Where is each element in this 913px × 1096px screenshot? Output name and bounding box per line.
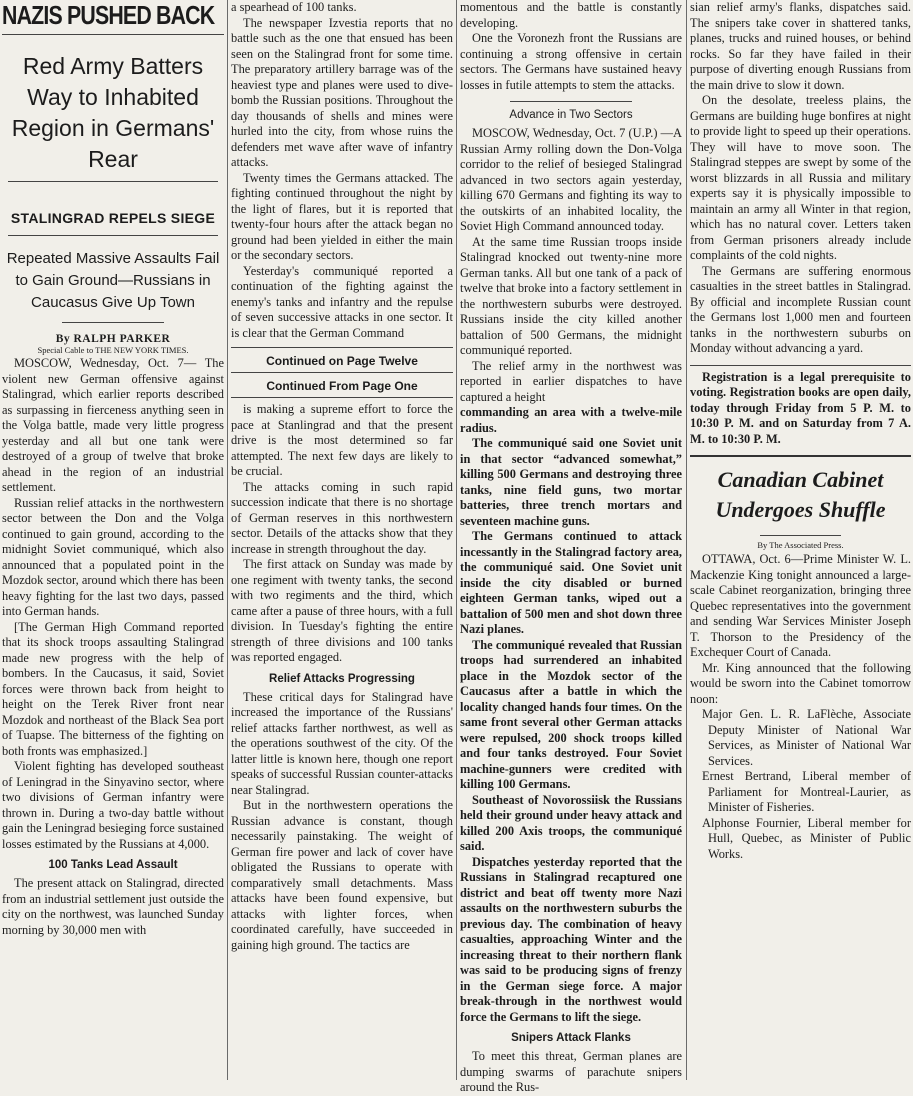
- article-paragraph: [The German High Command reported that its shock troops assaulting Stalingrad made new progress with the help of bombers. In the Caucasus, it said, Soviet forces were thrown back from height to height on the Terek River front near Mozdok and northeast of the Black Sea port of Tuapse. The bitterness of the fighting on both fronts was emphasized.]: [2, 619, 224, 758]
- registration-notice: Registration is a legal prerequisite to voting. Registration books are open daily, today through Friday from 5 P. M. to 10:30 P. M. and on Saturday from 7 A. M. to 10:30 P. M.: [690, 369, 911, 446]
- divider: [8, 181, 218, 182]
- article-paragraph: To meet this threat, German planes are dumping swarms of parachute snipers around the Rus-: [460, 1049, 682, 1094]
- column-4-content: [690, 0, 911, 1080]
- byline: By RALPH PARKER: [55, 333, 171, 345]
- bold-continuation-block: [460, 405, 682, 1025]
- appointment-item: Ernest Bertrand, Liberal member of Parliament for Montreal-Laurier, as Minister of Fisheries.: [702, 769, 911, 814]
- deck-headline-2: Repeated Massive Assaults Fail to Gain Ground—Russians in Caucasus Give Up Town: [6, 250, 220, 311]
- divider: [760, 535, 841, 536]
- article-paragraph: The communiqué said one Soviet unit in that sector “advanced somewhat,” killing 500 Germans and destroying three tanks, nine field guns, two mortar batteries, three trench mortars and seventeen machine guns.: [460, 436, 682, 528]
- article-paragraph: At the same time Russian troops inside Stalingrad knocked out twenty-nine more German tanks. All but one tank of a pack of twelve that broke into a factory settlement in the northwestern suburbs were destroyed. Russians inside the city killed another battalion of 500 Germans, the midnight communiqué reported.: [460, 234, 682, 357]
- article-paragraph: Russian relief attacks in the northwestern sector between the Don and the Volga continued to gain ground, according to the midnight Soviet communiqué, which also announced that a populated point in the Mozdok sector, around which there has been heavy fighting for the last two days, passed into German hands.: [2, 495, 224, 618]
- article-paragraph: Dispatches yesterday reported that the Russians in Stalingrad recaptured one district and beat off twenty more Nazi assaults on the northwestern suburbs the previous day. The combination of heavy casualties, approaching Winter and the increasing threat to their northern flank was said to be producing signs of frenzy in the German siege force. A major break-through in the northwest would force the Germans to lift the siege.: [460, 854, 682, 1024]
- article-paragraph: is making a supreme effort to force the pace at Stanlingrad and that the present drive is the most determined so far attempted. The next few days are likely to be crucial.: [231, 402, 453, 478]
- column-4-upper: [690, 0, 911, 861]
- article-paragraph: These critical days for Stalingrad have increased the importance of the Russians' relief attacks farther northwest, as well as the operations southwest of the city. Of the latter little is known here, though one report speaks of successful Russian counter-attacks near Stalingrad.: [231, 689, 453, 797]
- divider: [231, 347, 453, 348]
- column-3: [460, 0, 682, 1094]
- kicker-headline: NAZIS PUSHED BACK: [2, 0, 215, 30]
- column-rule: [227, 0, 228, 1080]
- article-paragraph: sian relief army's flanks, dispatches said. The snipers take cover in shattered tanks, planes, trucks and ruined houses, or behind rocks. So far they have failed in their purpose of diverting enough Russians from the main drive to slow it down.: [690, 0, 911, 92]
- divider: [510, 101, 632, 102]
- article-paragraph: commanding an area with a twelve-mile radius.: [460, 405, 682, 435]
- article-paragraph: a spearhead of 100 tanks.: [231, 0, 357, 14]
- divider: [2, 34, 224, 35]
- article-paragraph: The communiqué revealed that Russian troops had surrendered an inhabited place in the Mozdok sector of the Caucasus after a battle in which the locality changed hands four times. On the same front several other German attacks were repulsed, 200 shock troops killed and four tanks destroyed. Four Soviet machine-gunners were credited with killing 100 Germans.: [460, 637, 682, 791]
- article-paragraph: One the Voronezh front the Russians are continuing a strong offensive in certain sectors. The Germans have sustained heavy losses in futile attempts to stem the attacks.: [460, 31, 682, 92]
- article-paragraph: The present attack on Stalingrad, directed from an industrial settlement just outside the city on the northwest, was launched Sunday morning by 30,000 men with: [2, 876, 224, 937]
- article-paragraph: Twenty times the Germans attacked. The fighting continued throughout the night by the light of flares, but it is reported that twenty-four hours after the attack began no ground had been yielded in either the main or the secondary sectors.: [231, 170, 453, 262]
- divider: [231, 397, 453, 398]
- article-paragraph: momentous and the battle is constantly developing.: [460, 0, 682, 30]
- canada-byline-credit: By The Associated Press.: [757, 540, 844, 550]
- divider: [8, 235, 218, 236]
- article-paragraph: Violent fighting has developed southeast of Leningrad in the Sinyavino sector, where two divisions of German infantry were thrown in. During a two-day battle without gain the Leningrad besieging force sustained losses estimated by the Russians at 4,000.: [2, 759, 224, 851]
- article-paragraph: OTTAWA, Oct. 6—Prime Minister W. L. Mackenzie King tonight announced a large-scale Cabinet reorganization, bringing three Quebec representatives into the government and sending War Services Minister Joseph T. Thorson to the Presidency of the Exchequer Court of Canada.: [690, 552, 911, 659]
- jump-line-continued-from: Continued From Page One: [266, 379, 418, 393]
- article-paragraph: On the desolate, treeless plains, the Germans are building huge bonfires at night to provide light to speed up their operations. They will have to move soon. The Stalingrad steppes are swept by some of the worst blizzards in all Russia and military experts say it is physically impossible to maintain an army all Winter in that region, which has no natural cover. Letters taken from German prisoners already include complaints of the cold nights.: [690, 93, 911, 262]
- subhead: 100 Tanks Lead Assault: [48, 859, 178, 871]
- article-paragraph: The Germans continued to attack incessantly in the Stalingrad factory area, the communiqué said. One Soviet unit inside the city disabled or burned eighteen German tanks, wiped out a battalion of 500 men and shot down three Nazi planes.: [460, 529, 682, 636]
- article-paragraph: Yesterday's communiqué reported a continuation of the fighting against the enemy's tanks and infantry and the repulse of seven successive attacks in one sector. It is clear that the German Command: [231, 263, 453, 340]
- article-paragraph: The newspaper Izvestia reports that no battle such as the one that ensued has been seen on the Stalingrad front for some time. The preparatory artillery barrage was of the heaviest type and planes were used to dive-bomb the Russian positions. Throughout the day thousands of shells and mines were hurled into the city, from whose ruins the defenders met wave after wave of infantry attacks.: [231, 15, 453, 169]
- subhead: Advance in Two Sectors: [509, 109, 633, 121]
- article-paragraph: Mr. King announced that the following would be sworn into the Cabinet tomorrow noon:: [690, 660, 911, 706]
- column-2: [231, 0, 453, 1080]
- subhead: Relief Attacks Progressing: [269, 672, 415, 685]
- main-headline: Red Army Batters Way to Inhabited Region in Germans' Rear: [11, 53, 215, 172]
- byline-credit: Special Cable to THE NEW YORK TIMES.: [37, 345, 189, 355]
- subhead: Snipers Attack Flanks: [511, 1032, 631, 1044]
- divider: [231, 372, 453, 373]
- article-paragraph: But in the northwestern operations the Russian advance is constant, though necessarily painstaking. The weight of German fire power and lack of cover have obligated the Russians to operate with comparatively small detachments. Mass attacks have been found expensive, but attacks with lighter forces, when coordinated carefully, have succeeded in gaining high ground. The tactics are: [231, 798, 453, 952]
- article-paragraph: The relief army in the northwest was reported in earlier dispatches to have captured a height: [460, 358, 682, 404]
- column-1: [2, 0, 224, 1080]
- column-rule: [456, 0, 457, 1080]
- column-rule: [686, 0, 687, 1080]
- appointment-item: Major Gen. L. R. LaFlèche, Associate Deputy Minister of National War Services, as Minister of National War Services.: [702, 707, 911, 768]
- divider: [690, 455, 911, 457]
- article-paragraph: Southeast of Novorossiisk the Russians held their ground under heavy attack and killed 200 Axis troops, the communiqué said.: [460, 792, 682, 853]
- divider: [62, 322, 164, 323]
- canada-headline: Canadian Cabinet Undergoes Shuffle: [715, 467, 886, 522]
- article-paragraph: The first attack on Sunday was made by one regiment with twenty tanks, the second with two regiments and the third, which came after a pause of three hours, with a full division. In Tuesday's fighting the entire strength of three divisions and 100 tanks was reported engaged.: [231, 557, 453, 664]
- jump-line-continued-on: Continued on Page Twelve: [266, 354, 418, 368]
- article-paragraph: The Germans are suffering enormous casualties in the street battles in Stalingrad. By official and incomplete Russian count the Germans lost 1,000 men and fourteen tanks in the northwestern suburbs on Monday without advancing a yard.: [690, 263, 911, 355]
- article-paragraph: The attacks coming in such rapid succession indicate that there is no shortage of German reserves in this northwestern sector. Details of the attacks show that they increase in strength throughout the day.: [231, 479, 453, 556]
- article-paragraph: MOSCOW, Wednesday, Oct. 7— The violent new German offensive against Stalingrad, which earlier reports described as surpassing in fierceness anything seen in the Volga battle, made very little progress yesterday and all but one tank were destroyed of a group of twelve that broke ahead in the region of an industrial settlement.: [2, 356, 224, 494]
- appointment-item: Alphonse Fournier, Liberal member for Hull, Quebec, as Minister of Public Works.: [702, 815, 911, 861]
- divider: [690, 365, 911, 366]
- article-paragraph: MOSCOW, Wednesday, Oct. 7 (U.P.) —A Russian Army rolling down the Don-Volga corridor to the relief of besieged Stalingrad advanced in two sectors again yesterday, killing 670 Germans and fighting its way to the outskirts of an inhabited locality, the Soviet High Command announced today.: [460, 126, 682, 233]
- deck-headline: STALINGRAD REPELS SIEGE: [10, 210, 216, 226]
